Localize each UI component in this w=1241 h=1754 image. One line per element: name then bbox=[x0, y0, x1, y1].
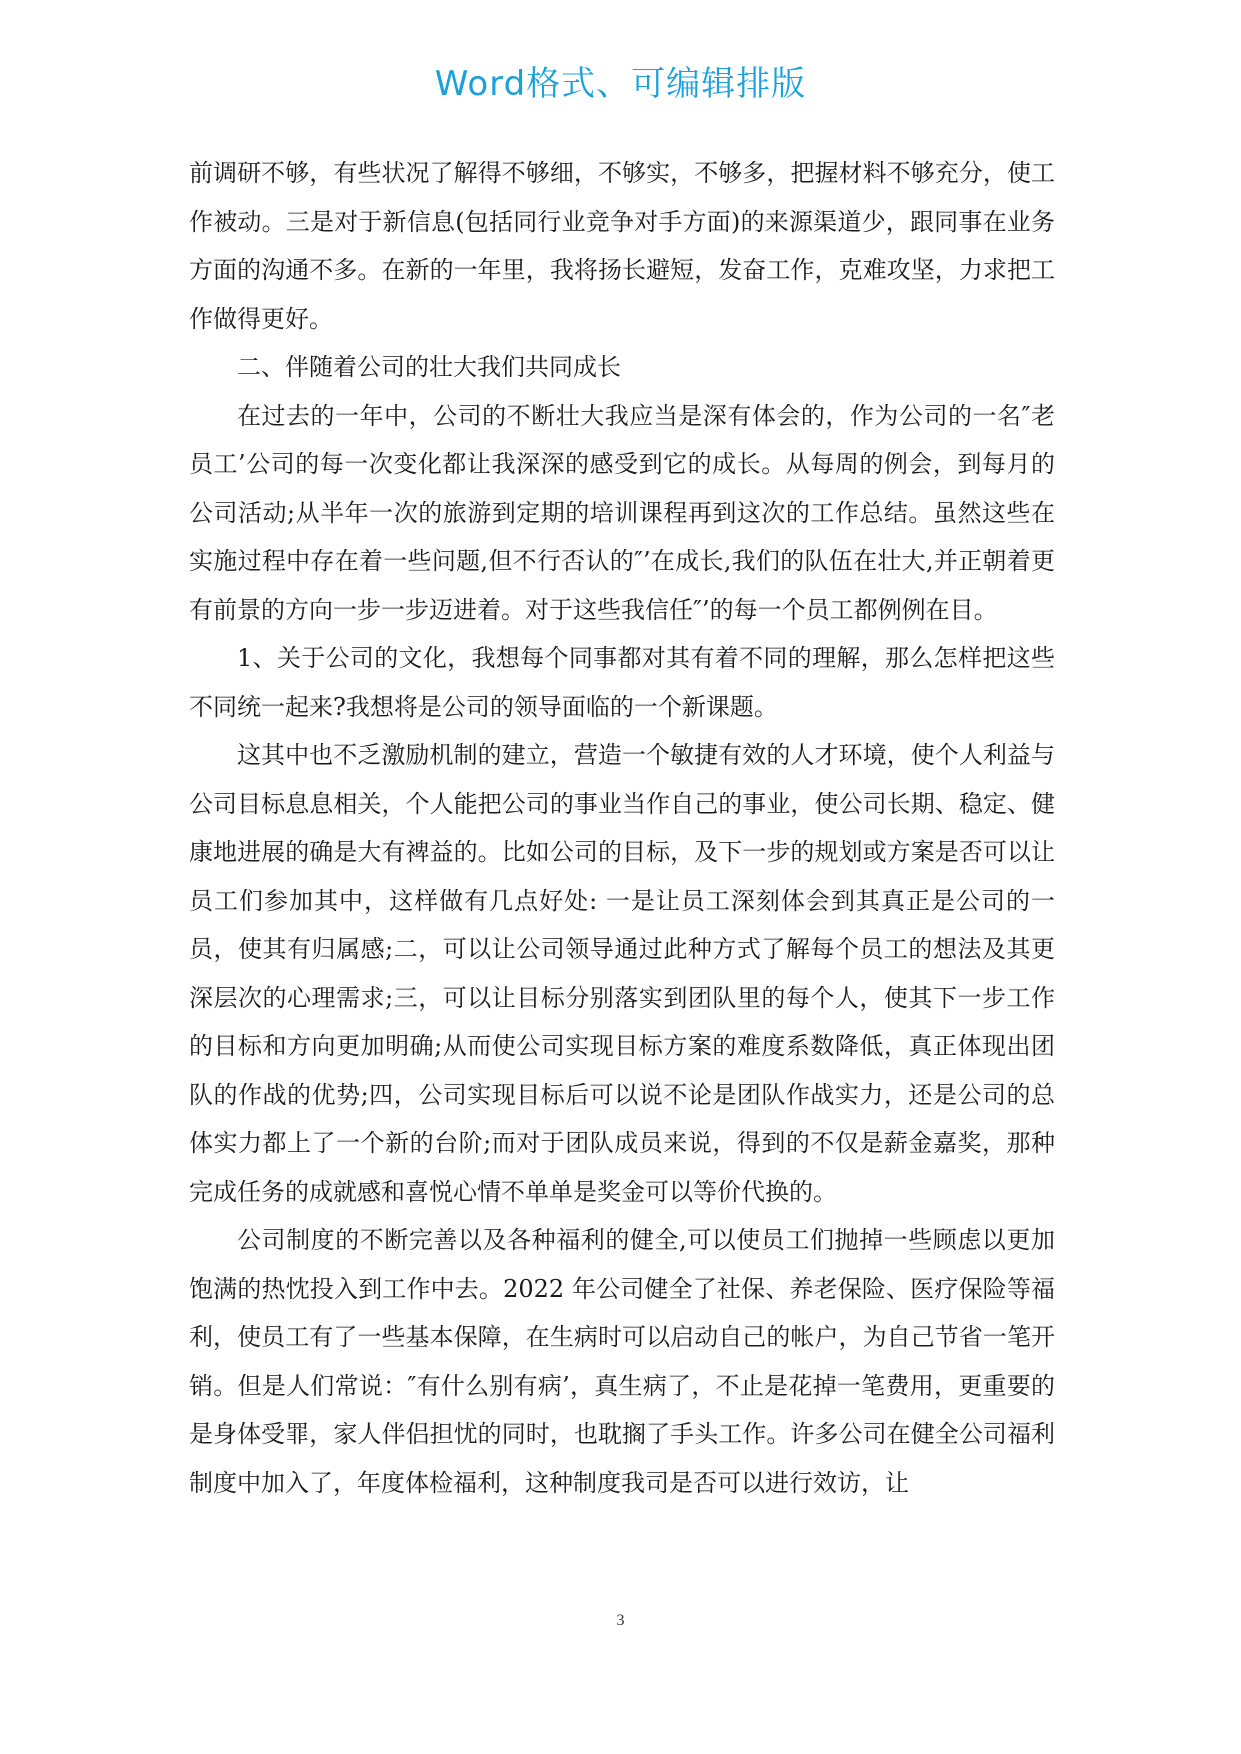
paragraph-company-growth: 在过去的一年中，公司的不断壮大我应当是深有体会的，作为公司的一名″老员工’公司的每一次变化都让我深深的感受到它的成长。从每周的例会，到每月的公司活动;从半年一次的旅游到定期的培训课程再到这次的工作总结。虽然这些在实施过程中存在着一些问题,但不行否认的″’在成长,我们的队伍在壮大,并正朝着更有前景的方向一步一步迈进着。对于这些我信任″’的每一个员工都例例在目。 bbox=[189, 401, 1055, 624]
paragraph-welfare-system: 公司制度的不断完善以及各种福利的健全,可以使员工们抛掉一些顾虑以更加饱满的热忱投入到工作中去。2022 年公司健全了社保、养老保险、医疗保险等福利，使员工有了一些基本保障，在生病时可以启动自己的帐户，为自己节省一笔开销。但是人们常说：″有什么别有病’，真生病了，不止是花掉一笔费用，更重要的是身体受罪，家人伴侣担忧的同时，也耽搁了手头工作。许多公司在健全公司福利制度中加入了，年度体检福利，这种制度我司是否可以进行效访，让 bbox=[189, 1226, 1055, 1497]
paragraph-incentive-mechanism: 这其中也不乏激励机制的建立，营造一个敏捷有效的人才环境，使个人利益与公司目标息息相关，个人能把公司的事业当作自己的事业，使公司长期、稳定、健康地进展的确是大有裨益的。比如公司的目标，及下一步的规划或方案是否可以让员工们参加其中，这样做有几点好处: 一是让员工深刻体会到其真正是公司的一员，使其有归属感;二，可以让公司领导通过此种方式了解每个员工的想法及其更深层次的心理需求;三，可以让目标分别落实到团队里的每个人，使其下一步工作的目标和方向更加明确;从而使公司实现目标方案的难度系数降低，真正体现出团队的作战的优势;四，公司实现目标后可以说不论是团队作战实力，还是公司的总体实力都上了一个新的台阶;而对于团队成员来说，得到的不仅是薪金嘉奖，那种完成任务的成就感和喜悦心情不单单是奖金可以等价代换的。 bbox=[189, 741, 1055, 1206]
document-header-title: Word格式、可编辑排版 bbox=[434, 64, 807, 104]
document-body bbox=[189, 149, 1055, 1507]
paragraph-continuation: 前调研不够，有些状况了解得不够细，不够实，不够多，把握材料不够充分，使工作被动。三是对于新信息(包括同行业竞争对手方面)的来源渠道少，跟同事在业务方面的沟通不多。在新的一年里，我将扬长避短，发奋工作，克难攻坚，力求把工作做得更好。 bbox=[189, 159, 1055, 333]
page-number: 3 bbox=[616, 1612, 625, 1629]
section-heading: 二、伴随着公司的壮大我们共同成长 bbox=[237, 353, 621, 381]
paragraph-company-culture: 1、关于公司的文化，我想每个同事都对其有着不同的理解，那么怎样把这些不同统一起来?我想将是公司的领导面临的一个新课题。 bbox=[189, 644, 1055, 721]
